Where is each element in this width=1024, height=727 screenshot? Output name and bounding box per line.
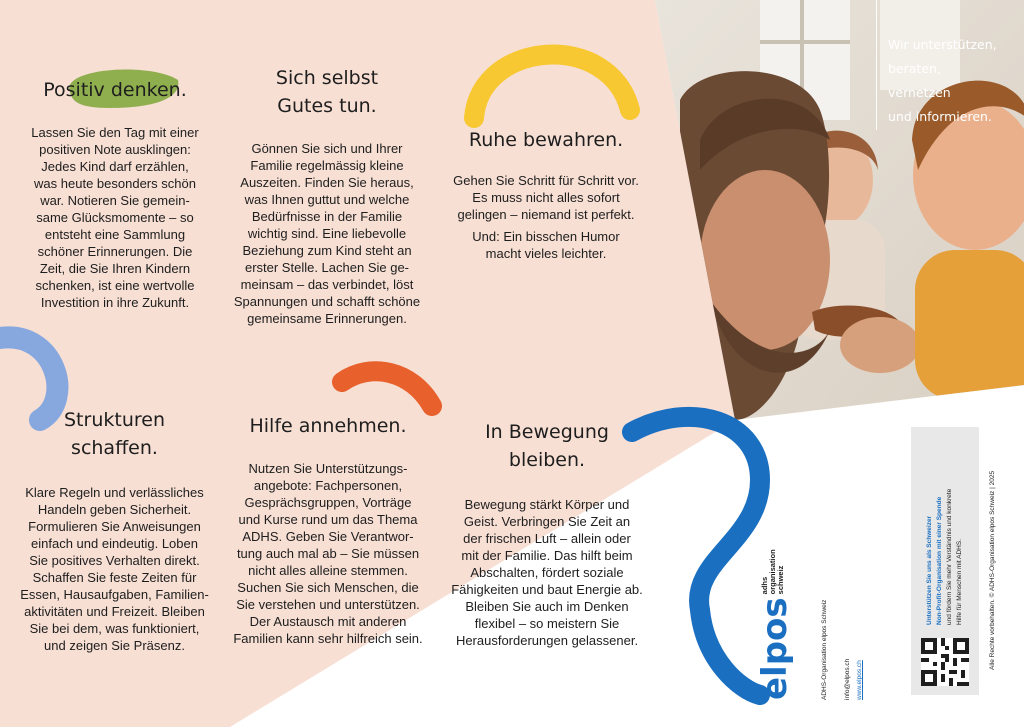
tagline [888,33,997,129]
orange-arc-shape [342,371,432,406]
section-body: Gönnen Sie sich und Ihrer Familie regelmässig kleine Auszeiten. Finden Sie heraus, was Ihnen guttut und welche Bedürfnisse in der Familie wichtig sind. Eine liebevolle Beziehung zum Kind steht an erster Stelle. Lachen Sie ge- meinsam – das verbindet, löst Spannungen und schafft schöne gemeinsame Erinnerungen. [233,141,421,326]
logo-subtitle: adhs organisation schweiz [760,549,785,595]
section-title: Sich selbst Gutes tun. [275,67,379,117]
support-line: Non-Profit-Organisation mit einer Spende [936,496,943,625]
section-body: Nutzen Sie Unterstützungs- angebote: Fachpersonen, Gesprächsgruppen, Vorträge und Kurse rund um das Thema ADHS. Geben Sie Verantwor- tung auch mal ab – Sie müssen nicht alles alleine stemmen. Suchen Sie sich Menschen, die Sie verstehen und unterstützen. Der Austausch mit anderen Familien kann sehr hilfreich sein. [233,461,423,646]
section-title: Strukturen schaffen. [64,409,165,459]
divider-line [876,0,877,130]
contact-website-link[interactable]: www.elpos.ch [856,660,863,700]
tagline-line: beraten, [888,61,941,76]
support-line: Hilfe für Menschen mit ADHS. [956,539,963,625]
support-line: Unterstützen Sie uns als Schweizer [926,515,933,625]
section-title: Positiv denken. [43,79,187,101]
logo-wordmark: elpos [755,597,795,700]
section-body: Klare Regeln und verlässliches Handeln geben Sicherheit. Formulieren Sie Anweisungen einfach und eindeutig. Loben Sie positives Verhalten direkt. Schaffen Sie feste Zeiten für Essen, Hausaufgaben, Familien- aktivitäten und Freizeit. Bleiben Sie bei dem, was funktioniert, und zeigen Sie Präsenz. [20,485,209,653]
section-strukturen-schaffen [12,406,217,654]
section-sich-selbst-gutes-tun [222,64,432,327]
section-body-humor: Und: Ein bisschen Humor macht vieles leichter. [472,229,620,261]
elpos-logo [757,549,793,700]
contact-email-link[interactable]: info@elpos.ch [844,658,851,700]
section-hilfe-annehmen [222,412,434,647]
section-title: Hilfe annehmen. [249,415,407,437]
section-title: Ruhe bewahren. [468,129,624,151]
yellow-arc-shape [474,55,630,118]
tagline-line: Wir unterstützen, [888,37,997,52]
section-body: Lassen Sie den Tag mit einer positiven Note ausklingen: Jedes Kind darf erzählen, was heute besonders schön war. Notieren Sie gemein- same Glücksmomente – so entsteht eine Sammlung schöner Erinnerungen. Die Zeit, die Sie Ihren Kindern schenken, ist eine wertvolle Investition in ihre Zukunft. [31,125,199,310]
support-line: und fördern Sie mehr Verständnis und konkrete [946,488,953,625]
section-positiv-denken [15,76,215,311]
tagline-line: vernetzen [888,85,951,100]
section-in-bewegung-bleiben [437,418,657,649]
section-ruhe-bewahren [436,126,656,262]
section-title: In Bewegung bleiben. [485,421,609,471]
contact-org: ADHS-Organisation elpos Schweiz [821,599,828,700]
copyright-text: Alle Rechte vorbehalten. © ADHS-Organisation elpos Schweiz | 2025 [989,470,996,670]
section-body: Gehen Sie Schritt für Schritt vor. Es muss nicht alles sofort gelingen – niemand ist perfekt. [453,173,639,222]
tagline-line: und informieren. [888,109,992,124]
section-body: Bewegung stärkt Körper und Geist. Verbringen Sie Zeit an der frischen Luft – allein oder mit der Familie. Das hilft beim Abschalten, fördert soziale Fähigkeiten und baut Energie ab. Bleiben Sie auch im Denken flexibel – so meistern Sie Herausforderungen gelassener. [451,497,643,648]
qr-code-icon[interactable] [921,638,969,686]
